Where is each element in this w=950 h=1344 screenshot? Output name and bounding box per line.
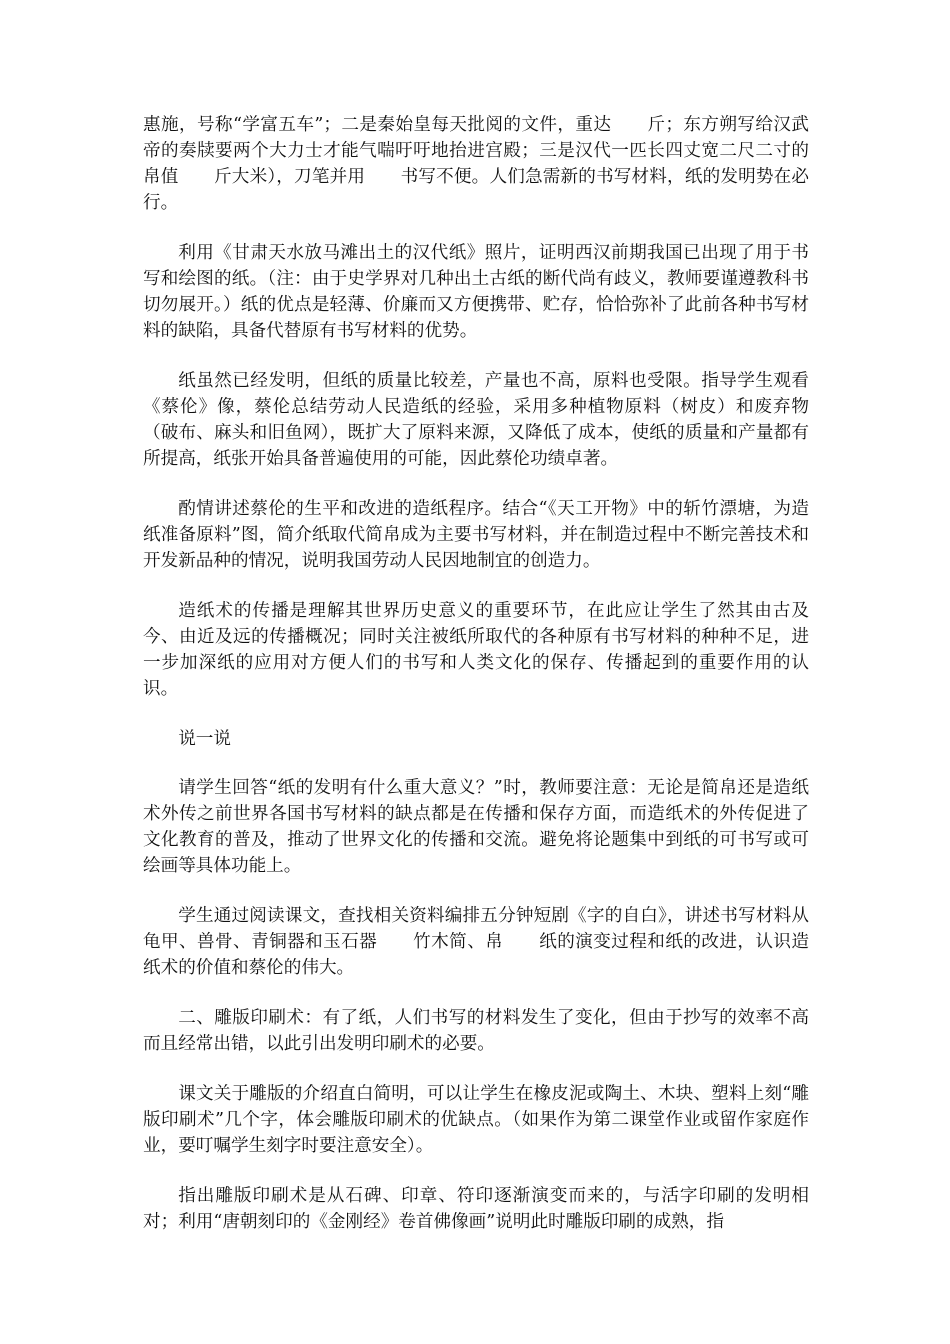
document-body (143, 112, 809, 1259)
paragraph-papermaking-spread: 造纸术的传播是理解其世界历史意义的重要环节，在此应让学生了然其由古及今、由近及远的传播概况；同时关注被纸所取代的各种原有书写材料的种种不足，进一步加深纸的应用对方便人们的书写和人类文化的保存、传播起到的重要作用的认识。 (143, 601, 809, 699)
section-heading-discussion: 说一说 (178, 729, 231, 749)
paragraph-woodblock-printing-intro: 二、雕版印刷术：有了纸，人们书写的材料发生了变化，但由于抄写的效率不高而且经常出错，以此引出发明印刷术的必要。 (143, 1008, 809, 1054)
paragraph-short-play-activity: 学生通过阅读课文，查找相关资料编排五分钟短剧《字的自白》，讲述书写材料从龟甲、兽骨、青铜器和玉石器 竹木简、帛 纸的演变过程和纸的改进，认识造纸术的价值和蔡伦的伟大。 (143, 906, 809, 978)
paragraph-writing-materials-burden: 惠施，号称“学富五车”；二是秦始皇每天批阅的文件，重达 斤；东方朔写给汉武帝的奏牍要两个大力士才能气喘吁吁地抬进宫殿；三是汉代一匹长四丈宽二尺二寸的帛值 斤大米），刀笔并用 书写不便。人们急需新的书写材料，纸的发明势在必行。 (143, 115, 809, 213)
paragraph-significance-question: 请学生回答“纸的发明有什么重大意义？”时，教师要注意：无论是简帛还是造纸术外传之前世界各国书写材料的缺点都是在传播和保存方面，而造纸术的外传促进了文化教育的普及，推动了世界文化的传播和交流。避免将论题集中到纸的可书写或可绘画等具体功能上。 (143, 778, 809, 876)
paragraph-papermaking-process: 酌情讲述蔡伦的生平和改进的造纸程序。结合“《天工开物》中的斩竹漂塘，为造纸准备原料”图，简介纸取代简帛成为主要书写材料，并在制造过程中不断完善技术和开发新品种的情况，说明我国劳动人民因地制宜的创造力。 (143, 499, 809, 571)
paragraph-carving-activity: 课文关于雕版的介绍直白简明，可以让学生在橡皮泥或陶土、木块、塑料上刻“雕版印刷术”几个字，体会雕版印刷术的优缺点。（如果作为第二课堂作业或留作家庭作业，要叮嘱学生刻字时要注意安全）。 (143, 1084, 809, 1156)
paragraph-han-paper-photo: 利用《甘肃天水放马滩出土的汉代纸》照片，证明西汉前期我国已出现了用于书写和绘图的纸。（注：由于史学界对几种出土古纸的断代尚有歧义，教师要谨遵教科书切勿展开。）纸的优点是轻薄、价廉而又方便携带、贮存，恰恰弥补了此前各种书写材料的缺陷，具备代替原有书写材料的优势。 (143, 243, 809, 341)
paragraph-cai-lun-improvement: 纸虽然已经发明，但纸的质量比较差，产量也不高，原料也受限。指导学生观看《蔡伦》像，蔡伦总结劳动人民造纸的经验，采用多种植物原料（树皮）和废弃物（破布、麻头和旧鱼网），既扩大了原料来源，又降低了成本，使纸的质量和产量都有所提高，纸张开始具备普遍使用的可能，因此蔡伦功绩卓著。 (143, 371, 809, 469)
paragraph-diamond-sutra: 指出雕版印刷术是从石碑、印章、符印逐渐演变而来的，与活字印刷的发明相对；利用“唐朝刻印的《金刚经》卷首佛像画”说明此时雕版印刷的成熟，指 (143, 1186, 809, 1232)
